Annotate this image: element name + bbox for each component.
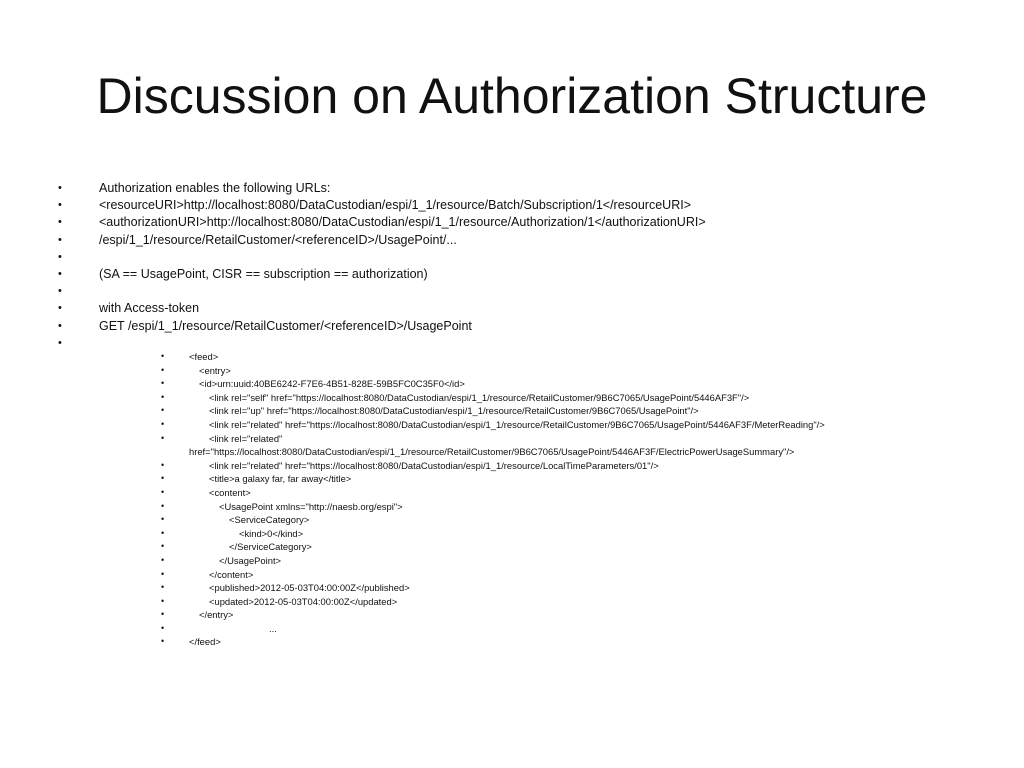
bullet-icon: • bbox=[161, 391, 165, 402]
bullet-icon: • bbox=[58, 285, 62, 298]
xml-line: • <link rel="self" href="https://localhost:8080/DataCustodian/espi/1_1/resource/RetailCustomer/9B6C7065/UsagePoint/5446AF3F"/> bbox=[161, 391, 750, 403]
bullet-icon: • bbox=[161, 432, 165, 443]
xml-line: • <id>urn:uuid:40BE6242-F7E6-4B51-828E-59B5FC0C35F0</id> bbox=[161, 378, 465, 390]
list-item bbox=[58, 283, 988, 300]
bullet-icon: • bbox=[161, 554, 165, 565]
xml-line: • </feed> bbox=[161, 636, 221, 648]
xml-line: • <feed> bbox=[161, 351, 219, 362]
bullet-icon: • bbox=[58, 250, 62, 263]
list-item: • GET /espi/1_1/resource/RetailCustomer/<referenceID>/UsagePoint bbox=[58, 318, 988, 335]
xml-sub-list bbox=[161, 350, 991, 649]
list-item: • /espi/1_1/resource/RetailCustomer/<referenceID>/UsagePoint/... bbox=[58, 232, 988, 249]
bullet-icon: • bbox=[161, 378, 165, 389]
xml-line: • </entry> bbox=[161, 609, 234, 621]
xml-line: • <updated>2012-05-03T04:00:00Z</updated> bbox=[161, 595, 398, 607]
xml-line: • <link rel="related" href="https://localhost:8080/DataCustodian/espi/1_1/resource/LocalTimeParameters/01"/> bbox=[161, 459, 659, 471]
xml-line: • <title>a galaxy far, far away</title> bbox=[161, 473, 352, 485]
bullet-icon: • bbox=[161, 622, 165, 633]
list-item: • <authorizationURI>http://localhost:8080/DataCustodian/espi/1_1/resource/Authorization/1</authorizationURI> bbox=[58, 214, 988, 231]
bullet-icon: • bbox=[161, 500, 165, 511]
bullet-icon: • bbox=[161, 527, 165, 538]
bullet-icon: • bbox=[58, 216, 62, 229]
xml-line: • ... bbox=[161, 622, 277, 634]
xml-line: • <link rel="up" href="https://localhost:8080/DataCustodian/espi/1_1/resource/RetailCustomer/9B6C7065/UsagePoint"/> bbox=[161, 405, 699, 417]
list-item bbox=[58, 249, 988, 266]
bullet-icon: • bbox=[58, 336, 62, 349]
xml-line: • <kind>0</kind> bbox=[161, 527, 304, 539]
bullet-icon: • bbox=[161, 418, 165, 429]
bullet-icon: • bbox=[161, 595, 165, 606]
slide-title: Discussion on Authorization Structure bbox=[96, 68, 928, 124]
bullet-icon: • bbox=[161, 405, 165, 416]
xml-line: • <ServiceCategory> bbox=[161, 514, 310, 526]
xml-line: • <published>2012-05-03T04:00:00Z</published> bbox=[161, 582, 410, 594]
xml-line: • <entry> bbox=[161, 364, 231, 376]
bullet-icon: • bbox=[161, 486, 165, 497]
xml-line: • <link rel="related" href="https://localhost:8080/DataCustodian/espi/1_1/resource/RetailCustomer/9B6C7065/UsagePoint/5446AF3F/MeterReading"/> bbox=[161, 418, 825, 430]
bullet-icon: • bbox=[161, 636, 165, 647]
xml-line: • </UsagePoint> bbox=[161, 554, 282, 566]
xml-line: • </ServiceCategory> bbox=[161, 541, 312, 553]
bullet-icon: • bbox=[161, 364, 165, 375]
xml-line: • </content> bbox=[161, 568, 254, 580]
bullet-icon: • bbox=[161, 582, 165, 593]
bullet-icon: • bbox=[161, 473, 165, 484]
bullet-icon: • bbox=[58, 267, 62, 280]
xml-line: • <UsagePoint xmlns="http://naesb.org/espi"> bbox=[161, 500, 403, 512]
bullet-icon: • bbox=[58, 319, 62, 332]
list-item: • with Access-token bbox=[58, 300, 988, 317]
bullet-icon: • bbox=[58, 233, 62, 246]
bullet-icon: • bbox=[58, 302, 62, 315]
xml-line: • <content> bbox=[161, 486, 251, 498]
bullet-icon: • bbox=[161, 459, 165, 470]
bullet-icon: • bbox=[161, 541, 165, 552]
bullet-icon: • bbox=[161, 568, 165, 579]
bullet-icon: • bbox=[161, 609, 165, 620]
bullet-icon: • bbox=[58, 182, 62, 194]
bullet-icon: • bbox=[161, 351, 165, 361]
bullet-list bbox=[58, 180, 988, 352]
bullet-icon: • bbox=[58, 199, 62, 212]
bullet-icon: • bbox=[161, 514, 165, 525]
list-item: • <resourceURI>http://localhost:8080/DataCustodian/espi/1_1/resource/Batch/Subscription/1</resourceURI> bbox=[58, 197, 988, 214]
xml-line: • <link rel="related" href="https://localhost:8080/DataCustodian/espi/1_1/resource/RetailCustomer/9B6C7065/UsagePoint/5446AF3F/ElectricPowerUsageSummary"/> bbox=[161, 432, 795, 458]
list-item: • Authorization enables the following URLs: bbox=[58, 180, 988, 197]
list-item: • (SA == UsagePoint, CISR == subscription == authorization) bbox=[58, 266, 988, 283]
